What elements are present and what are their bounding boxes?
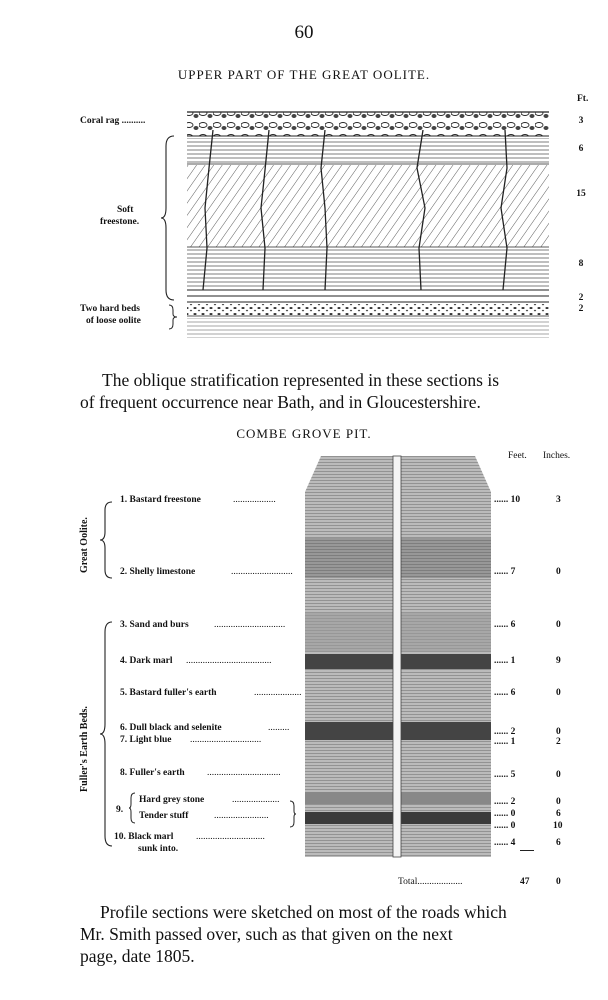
great-oolite-brace: [98, 500, 114, 580]
paragraph1-line2: of frequent occurrence near Bath, and in Gloucestershire.: [80, 392, 481, 412]
coral-rag-label: Coral rag ..........: [80, 116, 146, 126]
layer-inches: 0: [556, 770, 561, 780]
leader-dots: ..............................: [214, 620, 286, 630]
total-label: Total...................: [398, 877, 463, 887]
fullers-earth-group-label: Fuller's Earth Beds.: [79, 706, 90, 792]
hard-beds-label-1: Two hard beds: [80, 304, 141, 314]
total-inches: 0: [556, 877, 561, 887]
inches-header: Inches.: [543, 451, 571, 461]
layer-label: 5. Bastard fuller's earth: [120, 688, 217, 698]
thickness-value: 2: [578, 304, 584, 314]
total-feet: 47: [520, 877, 530, 887]
layer-label: 2. Shelly limestone: [120, 567, 196, 577]
layer-inches: 3: [556, 495, 561, 505]
layer-label: 1. Bastard freestone: [120, 495, 201, 505]
leader-dots: ....................................: [186, 656, 272, 666]
layer-inches: 6: [556, 809, 561, 819]
leader-dots: .......................: [214, 811, 269, 821]
layer-label: Tender stuff: [139, 811, 189, 821]
layer-inches: 2: [556, 737, 561, 747]
page-number: 60: [294, 22, 314, 43]
layer-label: Hard grey stone: [139, 795, 205, 805]
layer-label: 4. Dark marl: [120, 656, 173, 666]
paragraph1-line1: The oblique stratification represented in these sections is: [102, 370, 500, 390]
layer-inches: 0: [556, 567, 561, 577]
layer-label: 8. Fuller's earth: [120, 768, 185, 778]
total-rule: [520, 850, 534, 851]
section2-title: COMBE GROVE PIT.: [236, 426, 372, 441]
layer-feet: ...... 5: [494, 770, 516, 780]
leader-dots: ...............................: [207, 768, 281, 778]
layer-feet: ...... 0: [494, 821, 516, 831]
soft-freestone-label-1: Soft: [117, 205, 134, 215]
leader-dots: ....................: [232, 795, 280, 805]
layer-inches: 0: [556, 620, 561, 630]
paragraph2-line1: Profile sections were sketched on most of the roads which: [100, 902, 507, 922]
soft-freestone-label-2: freestone.: [100, 217, 140, 227]
feet-unit-header: Ft.: [577, 94, 589, 104]
hard-beds-brace: [168, 304, 178, 330]
layer-feet: ...... 2: [494, 727, 516, 737]
layer-label: 7. Light blue: [120, 735, 172, 745]
layer-feet: ...... 10: [494, 495, 521, 505]
layer-feet: ...... 4: [494, 838, 516, 848]
thickness-value: 3: [578, 116, 584, 126]
leader-dots: ....................: [254, 688, 302, 698]
layer-feet: ...... 6: [494, 620, 516, 630]
layer-inches: 6: [556, 838, 561, 848]
layer-feet: ...... 1: [494, 737, 516, 747]
thickness-value: 2: [578, 293, 584, 303]
leader-dots: .........: [268, 723, 290, 733]
leader-dots: ..................: [233, 495, 276, 505]
layer-label: 6. Dull black and selenite: [120, 723, 222, 733]
soft-freestone-brace: [160, 134, 176, 302]
thickness-value: 8: [578, 259, 584, 269]
layer-inches: 0: [556, 727, 561, 737]
item9-number: 9.: [116, 805, 124, 815]
leader-dots: ..............................: [190, 735, 262, 745]
great-oolite-section-drawing: [185, 108, 555, 340]
paragraph2-line2: Mr. Smith passed over, such as that given on the next: [80, 924, 453, 944]
leader-dots: .............................: [196, 832, 265, 842]
layer-feet: ...... 2: [494, 797, 516, 807]
paragraph2-line3: page, date 1805.: [80, 946, 195, 966]
layer-inches: 10: [553, 821, 563, 831]
feet-header: Feet.: [508, 451, 527, 461]
layer-feet: ...... 1: [494, 656, 516, 666]
fullers-earth-brace: [98, 620, 114, 848]
combe-grove-pit-drawing: [303, 452, 493, 862]
layer-inches: 0: [556, 797, 561, 807]
layer-label: 3. Sand and burs: [120, 620, 189, 630]
layer-label: 10. Black marl: [114, 832, 174, 842]
layer-inches: 0: [556, 688, 561, 698]
layer-feet: ...... 6: [494, 688, 516, 698]
layer-inches: 9: [556, 656, 561, 666]
hard-beds-label-2: of loose oolite: [86, 316, 141, 326]
section1-title: UPPER PART OF THE GREAT OOLITE.: [177, 67, 431, 82]
item9-left-brace: [128, 792, 136, 824]
thickness-value: 15: [576, 189, 586, 199]
thickness-value: 6: [578, 144, 584, 154]
layer-label: sunk into.: [138, 844, 179, 854]
great-oolite-group-label: Great Oolite.: [79, 517, 90, 573]
item9-right-brace: [289, 800, 297, 828]
leader-dots: ..........................: [231, 567, 293, 577]
layer-feet: ...... 7: [494, 567, 516, 577]
layer-feet: ...... 0: [494, 809, 516, 819]
